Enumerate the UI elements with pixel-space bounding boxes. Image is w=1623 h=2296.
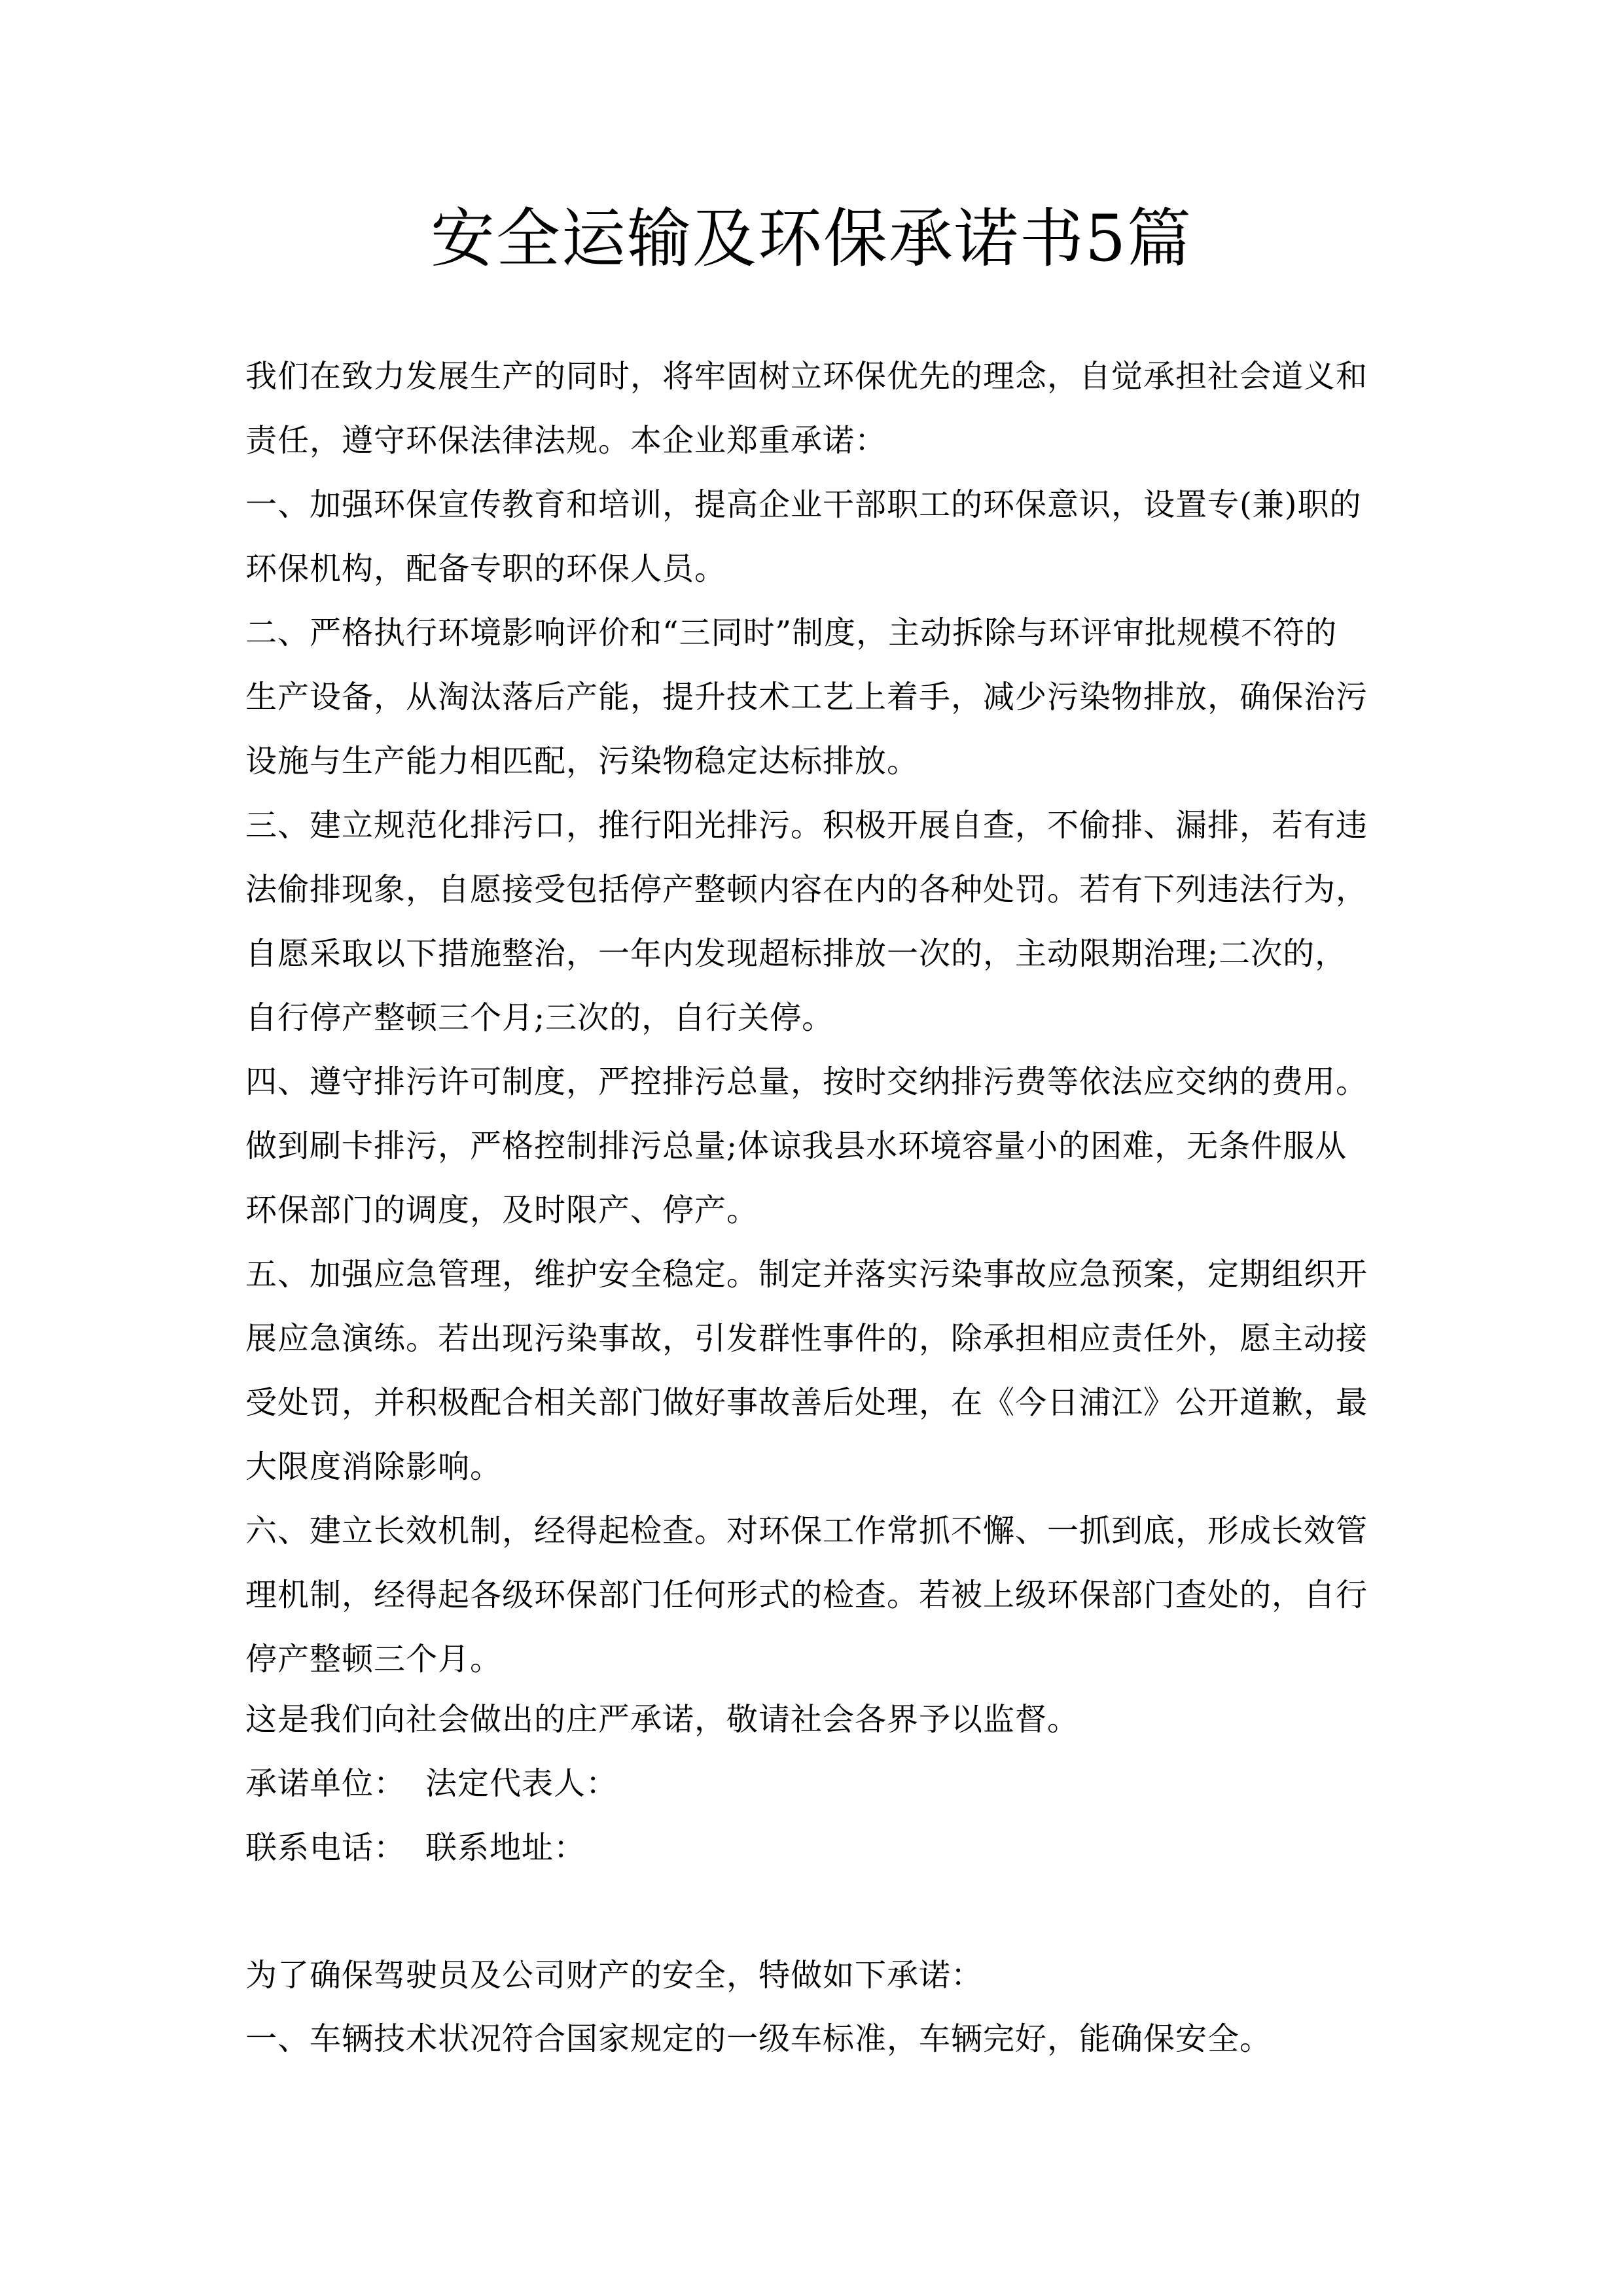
clause-5-line: 大限度消除影响。 [245,1448,503,1485]
clause-3-line: 自行停产整顿三个月;三次的，自行关停。 [245,999,834,1036]
clause-2-line: 二、严格执行环境影响评价和“三同时”制度，主动拆除与环评审批规模不符的 [245,615,1338,651]
clause-3-line: 自愿采取以下措施整治，一年内发现超标排放一次的，主动限期治理;二次的， [245,935,1347,972]
clause-6-line: 停产整顿三个月。 [245,1641,503,1677]
pledging-unit-label: 承诺单位： [245,1765,406,1802]
clause-2-line: 设施与生产能力相匹配，污染物稳定达标排放。 [245,743,919,780]
clause-3-line: 法偷排现象，自愿接受包括停产整顿内容在内的各种处罚。若有下列违法行为， [245,871,1368,908]
closing-statement: 这是我们向社会做出的庄严承诺，敬请社会各界予以监督。 [245,1701,1080,1738]
clause-3-line: 三、建立规范化排污口，推行阳光排污。积极开展自查，不偷排、漏排，若有违 [245,807,1368,844]
clause-2-line: 生产设备，从淘汰落后产能，提升技术工艺上着手，减少污染物排放，确保治污 [245,679,1368,715]
legal-representative-label: 法定代表人： [425,1765,618,1802]
clause-4-line: 做到刷卡排污，严格控制排污总量;体谅我县水环境容量小的困难，无条件服从 [245,1128,1347,1164]
clause-6-line: 理机制，经得起各级环保部门任何形式的检查。若被上级环保部门查处的，自行 [245,1577,1368,1613]
clause-5-line: 展应急演练。若出现污染事故，引发群性事件的，除承担相应责任外，愿主动接 [245,1320,1368,1357]
transport-clause-1-line: 一、车辆技术状况符合国家规定的一级车标准，车辆完好，能确保安全。 [245,2020,1272,2057]
signature-row-2 [245,1828,586,1867]
clause-1-line: 环保机构，配备专职的环保人员。 [245,550,727,587]
clause-6-line: 六、建立长效机制，经得起检查。对环保工作常抓不懈、一抓到底，形成长效管 [245,1513,1368,1549]
clause-4-line: 四、遵守排污许可制度，严控排污总量，按时交纳排污费等依法应交纳的费用。 [245,1064,1368,1100]
clause-1-line: 一、加强环保宣传教育和培训，提高企业干部职工的环保意识，设置专(兼)职的 [245,486,1362,523]
paragraph-line: 责任，遵守环保法律法规。本企业郑重承诺： [245,422,887,459]
contact-address-label: 联系地址： [425,1829,586,1866]
clause-5-line: 受处罚，并积极配合相关部门做好事故善后处理，在《今日浦江》公开道歉，最 [245,1384,1368,1421]
document-title: 安全运输及环保承诺书5篇 [430,202,1193,276]
signature-row-1 [245,1764,618,1803]
clause-4-line: 环保部门的调度，及时限产、停产。 [245,1192,759,1229]
contact-phone-label: 联系电话： [245,1829,406,1866]
clause-5-line: 五、加强应急管理，维护安全稳定。制定并落实污染事故应急预案，定期组织开 [245,1256,1368,1293]
paragraph-line: 我们在致力发展生产的同时，将牢固树立环保优先的理念，自觉承担社会道义和 [245,358,1368,395]
transport-intro-line: 为了确保驾驶员及公司财产的安全，特做如下承诺： [245,1957,984,1994]
